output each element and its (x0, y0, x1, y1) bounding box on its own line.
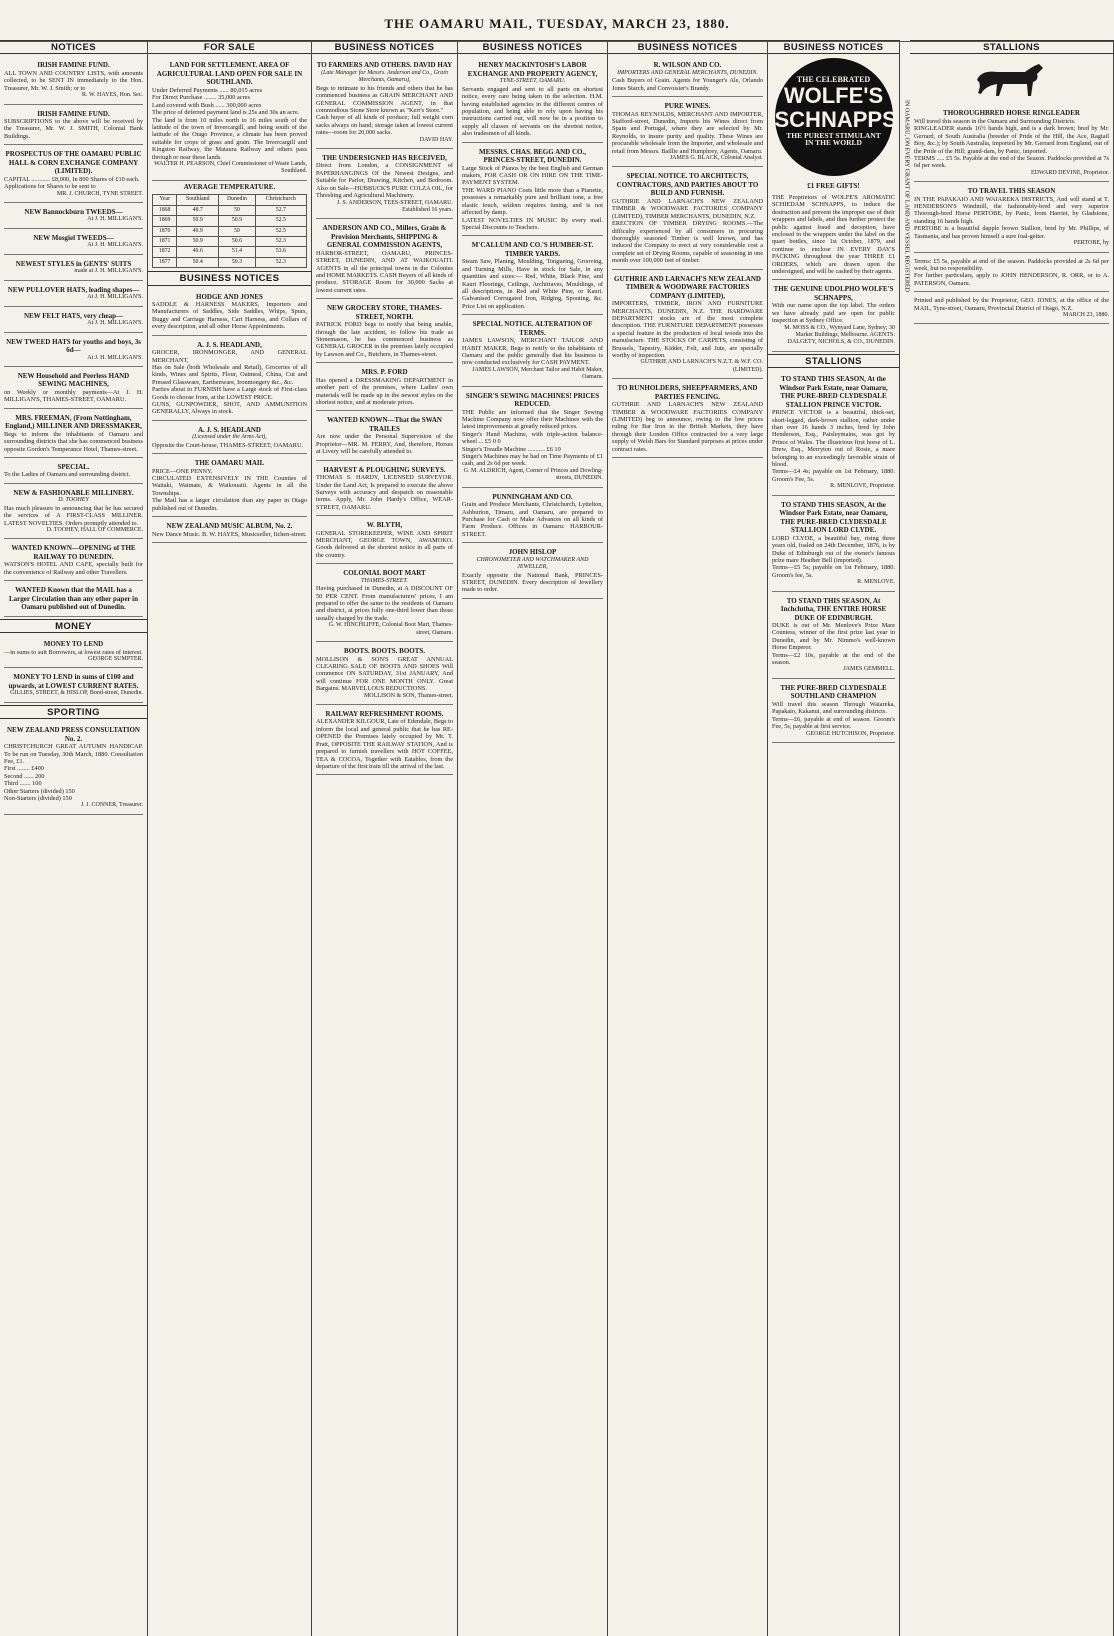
advertisement-subtitle: CHRONOMETER AND WATCHMAKER AND JEWELLER, (476, 556, 589, 571)
advertisement-signature: DAVID HAY. (419, 136, 453, 143)
table-cell: 51.4 (219, 247, 256, 257)
masthead-title: THE OAMARU MAIL, TUESDAY, MARCH 23, 1880. (384, 16, 730, 31)
table-cell: 1868 (153, 205, 177, 215)
advertisement (4, 486, 143, 540)
advertisement (462, 317, 603, 386)
advertisement-signature: WALTER H. PEARSON, Chief Commissioner of Waste Lands, Southland. (154, 160, 307, 175)
advertisement (316, 58, 453, 149)
wolfes-schnapps-advert (774, 58, 897, 176)
advertisement-title: SINGER'S SEWING MACHINES! PRICES REDUCED. (465, 391, 600, 409)
advertisement-title: A. J. S. HEADLAND (197, 425, 261, 434)
advertisement-title: HODGE AND JONES (196, 292, 263, 301)
advertisement (152, 423, 307, 454)
advertisement-title: NEW & FASHIONABLE MILLINERY. (13, 488, 134, 497)
advertisement-body: THE Proprietors of WOLFE'S AROMATIC SCHIEDAM SCHNAPPS, to induce the destruction and prevent the improper use of their wrappers and labels, and thus further protect the public against fraud and deception, have enclosed in the wrappers under the label on the quart bottles, since 1st October, 1879, and continue to enclose IN EVERY DAY'S PACKING throughout the year THREE £1 ORDERS, which are drawn upon the undersigned, and will be cashed by their agents. (772, 193, 895, 275)
advertisement (4, 309, 143, 333)
advertisement-title: IRISH FAMINE FUND. (37, 61, 110, 70)
advertisement-title: NEW GROCERY STORE, THAMES-STREET, NORTH. (326, 304, 443, 321)
advertisement-title: TO STAND THIS SEASON, At the Windsor Park Estate, near Oamaru, THE PURE-BRED CLYDESDALE STALLION LORD CLYDE. (779, 500, 888, 535)
advertisement-body: Begs to intimate to his friends and others that he has commenced business as GRAIN MERCHANT AND GENERAL COMMISSION AGENT, in that commodious Stone Store known as "Kerr's Store." Cash buyer of all kinds of produce; full weight corn sacks always on hand; storage taken at lowest current rates—room for 20,000 sacks. (316, 84, 453, 137)
advertisement-title: NEWEST STYLES in GENTS' SUITS (15, 259, 132, 268)
advertisement (462, 58, 603, 142)
advertisement-body: LORD CLYDE, a beautiful bay, rising three years old, foaled on 24th December, 1876, is by Duke of Edinburgh out of the owner's famous prize mare Heather Bell (imported). Terms—£5 5s; payable on 1st February, 1880. Groom's fee, 5s. (772, 534, 895, 579)
advertisement (152, 290, 307, 336)
advertisement-title: GUTHRIE AND LARNACH'S NEW ZEALAND TIMBER & WOODWARE FACTORIES COMPANY (LIMITED), (614, 274, 761, 300)
advertisement-signature: G. W. HINCHLIFFE, Colonial Boot Mart, Thames-street, Oamaru. (328, 622, 453, 636)
advertisement-signature: At J. H. MILLIGAN'S. (87, 354, 143, 361)
table-cell: 52.3 (255, 257, 306, 267)
advertisement (772, 594, 895, 679)
advertisement-title: TO FARMERS AND OTHERS. DAVID HAY (316, 61, 453, 70)
advertisement (4, 231, 143, 255)
advertisement-title: HARVEST & PLOUGHING SURVEYS. (323, 465, 446, 474)
section-header-business-notices: BUSINESS NOTICES (768, 40, 899, 54)
table-cell: 52.7 (255, 205, 306, 215)
advertisement (462, 238, 603, 315)
advertisement (772, 498, 895, 592)
advertisement (4, 257, 143, 281)
advertisement-body: GUTHRIE AND LARNACH'S NEW ZEALAND TIMBER & WOODWARE FACTORIES COMPANY (LIMITED), TIMBER MERCHANTS, DUNEDIN, N.Z. ERECTION OF TIMBER DRYING ROOMS.—The difficulty experienced by all consumers in procuring thoroughly seasoned Timber is well known, and has induced the Company to erect at very considerable cost a complete set of Drying Rooms, capable of seasoning in one month over 100,000 feet of timber. (612, 197, 763, 265)
advertisement (4, 283, 143, 307)
table-row (153, 205, 307, 215)
table-cell: 50.6 (219, 236, 256, 246)
table-row (153, 216, 307, 226)
advertisement-title: THE OAMARU MAIL (194, 459, 265, 468)
advertisement (4, 460, 143, 484)
advertisement-title: NEW Household and Peerless HAND SEWING MACHINES, (17, 371, 130, 389)
advertisement (4, 583, 143, 617)
section-header-stallions: STALLIONS (910, 40, 1113, 54)
table-cell: 50.3 (219, 257, 256, 267)
advertisement (612, 381, 763, 458)
table-cell: 53.6 (255, 247, 306, 257)
advertisement-signature: R. W. HAYES, Hon. Sec. (82, 92, 143, 99)
advertisement-signature: At J. H. MILLIGAN'S. (87, 216, 143, 223)
advertisement-subtitle: (Licensed under the Arms Act), (192, 434, 267, 441)
table-cell: 1870 (153, 226, 177, 236)
advertisement-subtitle: IMPORTERS AND GENERAL MERCHANTS, DUNEDIN. (617, 69, 758, 76)
advertisement-body: Has opened a DRESSMAKING DEPARTMENT in another part of the premises, where Ladies' own materials will be made up in the newest styles on the shortest notice, and at moderate prices. (316, 376, 453, 406)
table-cell: 50.4 (177, 257, 219, 267)
advertisement (612, 58, 763, 97)
advertisement-signature: JAMES LAWSON, Merchant Tailor and Habit Maker, Oamaru. (472, 366, 603, 381)
advertisement (152, 456, 307, 517)
advertisement-body: THOMAS S. HARDY, LICENSED SURVEYOR. Under the Land Act, Is prepared to execute the above Surveys with accuracy and despatch on reasonable terms. Apply, Mr. John Hardy's Office, WEAR-STREET, OAMARU. (316, 474, 453, 511)
advertisement-signature: At J. H. MILLIGAN'S. (87, 294, 143, 301)
advertisement-signature: PERTOBE, by (1073, 240, 1109, 247)
section-header-for-sale: FOR SALE (148, 40, 311, 54)
advertisement-body: Will travel this season Through Waiareka, Papakaio, Kakanui, and surrounding districts. Terms—£6, payable at end of season. Groom's Fee, 5s, payable at first service. (772, 700, 895, 731)
advertisement-title: RAILWAY REFRESHMENT ROOMS. (325, 709, 444, 718)
advertisement-body: ALL TOWN AND COUNTRY LISTS, with amounts collected, to be SENT IN immediately to the Hon. Treasurer, Mr. W. J. Smith; or to (4, 69, 143, 92)
advertisement-title: NEW Bannockburn TWEEDS— (24, 207, 123, 216)
advertisement-signature: made at J. H. MILLIGAN'S. (74, 268, 143, 275)
advertisement-title: PROSPECTUS OF THE OAMARU PUBLIC HALL & CORN EXCHANGE COMPANY (LIMITED). (5, 150, 142, 176)
advertisement-body: Will travel this season in the Oamaru and Surrounding Districts. RINGLEADER stands 16½ hands high, and is a dark brown; bred by Mr. Gerrard, of South Australia (breeder of Pride of the Hill, the Ace, Ragtail Boy, &c.); by South Australia, imported by Mr. Gerrard from England, out of the Pride of the Hill; grand-dam, by Panic, imported. TERMS ..... £5 5s. Payable at the end of the Season. Paddocks provided at 7s 6d per week. (914, 117, 1109, 170)
advertisement-title: A. J. S. HEADLAND, (197, 340, 262, 349)
advertisement-body: HARBOR-STREET, OAMARU, PRINCES-STREET, DUNEDIN, AND AT WAIKOUAITI. AGENTS in all the principal towns in the Colonies and HOME MARKETS. CASH Buyers of all kinds of produce. STORAGE Room for 30,000 Sacks at lowest current rates. (316, 249, 453, 294)
advertisement-body: Has much pleasure in announcing that he has secured the services of A FIRST-CLASS MILLINER. LATEST NOVELTIES. Orders promptly attended to. (4, 504, 143, 527)
advertisement-body: GUTHRIE AND LARNACH'S NEW ZEALAND TIMBER & WOODWARE FACTORIES COMPANY (LIMITED) beg to announce, owing to the low prices ruling for Bar Iron in the British Markets, they have through their London Office contracted for a very large supply of Welsh Bars for Standard purposes at prices under contract rates. (612, 401, 763, 453)
advertisement-body: SADDLE & HARNESS MAKERS, Importers and Manufacturers of Saddles, Side Saddles, Whips, Spurs, Buggy and Carriage Harness, Cart Harness, and Collars of every description, and all other Horse Appointments. (152, 301, 307, 331)
advertisement-signature: MOLLISON & SON, Thames-street. (363, 692, 453, 699)
advertisement (316, 151, 453, 219)
advertisement-signature: D. TOOHEY, HALL OF COMMERCE. (46, 526, 143, 533)
advertisement-body: THOMAS REYNOLDS, MERCHANT AND IMPORTER, Stafford-street, Dunedin, Imports his Wines direct from Spain and Portugal, where they are selected by Mr. Reynolds, to insure purity and quality. These Wines are procurable wholesale from the Importer, and wholesale and retail from Messrs. Baillie and Humphrey, Agents, Oamaru. (612, 110, 763, 155)
advertisement-body: IMPORTERS, TIMBER, IRON AND FURNITURE MERCHANTS, DUNEDIN, N.Z. THE HARDWARE DEPARTMENT stocks are of the most complete description. THE FURNITURE DEPARTMENT possesses a special feature in the production of local woods into the manufacture. THE STOCKS OF CARPETS, consisting of Brussels, Tapestry, Kidder, Felt, and Jute, are specially worthy of inspection. (612, 300, 763, 359)
advertisement-title: R. WILSON AND CO. (653, 61, 722, 70)
advertisement-signature: EDWARD DEVINE, Proprietor. (1031, 169, 1109, 176)
advertisement (772, 282, 895, 351)
section-header-business-notices: BUSINESS NOTICES (458, 40, 607, 54)
advertisement-signature: R. MENLOVE, Proprietor. (830, 483, 895, 490)
advertisement-title: THE PURE-BRED CLYDESDALE SOUTHLAND CHAMPION (780, 683, 887, 701)
advertisement-body: IN THE PAPAKAIO AND WAIAREKA DISTRICTS, And will stand at T. HENDERSON'S Windmill, the fashionably-bred and very superior Thorough-bred Horse PERTOBE, by Panic, from Harriet, by Gladstone, standing 16 hands high. PERTOBE is a beautiful dapple brown Stallion, bred by Mr. Phillips, of Tasmania, and has proven himself a sure foal-getter. (914, 195, 1109, 240)
column-business-notices-2 (458, 40, 608, 1636)
column-business-notices-1 (312, 40, 458, 1636)
advertisement-title: COLONIAL BOOT MART (343, 569, 426, 578)
advertisement (152, 519, 307, 543)
advertisement-body: DUKE is out of Mr. Menlove's Prize Mare Countess, winner of the first prize last year in Dunedin, and by Mr. Nimmo's well-known Horse Emperor. Terms—£2 10s, payable at the end of the season. (772, 622, 895, 667)
wolfe-line-5: IN THE WORLD (805, 138, 862, 148)
advertisement-body: ALEXANDER KILGOUR, Late of Edendale, Begs to inform the local and general public that he has RE-OPENED the Premises lately occupied by Mr. T. Pratt, OPPOSITE THE RAILWAY STATION, And is prepared to furnish travellers with HOT COFFEE, TEA & COCOA, Together with Eatables, from the departure of the first train till the arrival of the last. (316, 718, 453, 770)
table-cell: 52.5 (255, 226, 306, 236)
advertisement-title: SPECIAL NOTICE. ALTERATION OF TERMS. (472, 320, 593, 337)
advertisement-title: WANTED Known that the MAIL has a Larger Circulation than any other paper in Oamaru published out of Dunedin. (9, 586, 138, 612)
advertisement-body: PATRICK FORD begs to notify that being unable, through the late accident, to follow his trade as Stonemason, he has commenced business as GENERAL GROCER in the premises lately occupied by Lawson and Co., Butchers, in Thames-street. (316, 321, 453, 358)
column-notices (0, 40, 148, 1636)
free-gifts-heading: £1 FREE GIFTS! (807, 182, 860, 191)
advertisement-signature: GEORGE HUTCHISON, Proprietor. (806, 730, 895, 737)
advertisement-body: GENERAL STOREKEEPER, WINE AND SPIRIT MERCHANT, GEORGE TOWN, AWAMOKO. Goods delivered at the shortest notice in all parts of the country. (316, 529, 453, 559)
column-for-sale (148, 40, 312, 1636)
advertisement-title: NEW PULLOVER HATS, leading shapes— (7, 285, 140, 294)
advertisement-title: HENRY MACKINTOSH'S LABOR EXCHANGE AND PROPERTY AGENCY, (467, 61, 598, 78)
advertisement (316, 365, 453, 411)
table-cell: 50 (219, 226, 256, 236)
advertisement-body: CHRISTCHURCH GREAT AUTUMN HANDICAP. To be run on Tuesday, 30th March, 1880. Consultation Fee, £1. First ........ £400 Second ...... 200 Third ....... 100 Other Starters (divided) 150 Non-Starters (divided) 150 (4, 743, 143, 803)
table-cell: 50 (219, 205, 256, 215)
advertisement-signature: At J. H. MILLIGAN'S. (87, 242, 143, 249)
advertisement-signature: GEORGE SUMPTER. (87, 656, 143, 662)
advertisement (914, 106, 1109, 182)
section-header-business-notices: BUSINESS NOTICES (608, 40, 767, 54)
advertisement (772, 681, 895, 743)
table-row (153, 195, 307, 205)
advertisement-signature: J. J. CONNER, Treasurer. (80, 802, 143, 809)
advertisement (4, 147, 143, 203)
advertisement-subtitle: D. TOOHEY (58, 497, 89, 504)
advertisement-title: NEW ZEALAND MUSIC ALBUM, No. 2. (166, 522, 293, 531)
advertisement-body: To the Ladies of Oamaru and surrounding district. (4, 471, 131, 479)
wolfe-line-1: THE CELEBRATED (796, 75, 871, 85)
advertisement-title: MRS. P. FORD (361, 368, 408, 377)
table-cell: 49.9 (177, 226, 219, 236)
advertisement-title: TO TRAVEL THIS SEASON (967, 187, 1056, 196)
table-cell: 48.7 (177, 205, 219, 215)
advertisement (914, 255, 1109, 293)
table-cell: Southland (177, 195, 219, 205)
advertisement-title: SPECIAL NOTICE. TO ARCHITECTS, CONTRACTORS, AND PARTIES ABOUT TO BUILD AND FURNISH. (616, 172, 759, 198)
advertisement-title: MESSRS. CHAS. BEGG AND CO., PRINCES-STREET, DUNEDIN. (479, 147, 586, 165)
advertisement (4, 58, 143, 104)
advertisement-body: on Weekly or monthly payments—At J. H. MILLIGAN'S, THAMES-STREET, OAMARU. (4, 388, 143, 404)
advertisement-title: M'CALLUM AND CO.'S HUMBER-ST. TIMBER YARDS. (471, 241, 594, 258)
advertisement-subtitle: TYNE-STREET, OAMARU. (499, 78, 566, 85)
advertisement-title: NEW ZEALAND PRESS CONSULTATION No. 2. (7, 726, 140, 743)
advertisement-title: THOROUGHBRED HORSE RINGLEADER (943, 109, 1080, 118)
advertisement (462, 145, 603, 237)
table-row (153, 247, 307, 257)
advertisement-title: WANTED KNOWN—OPENING of THE RAILWAY TO DUNEDIN. (11, 544, 136, 561)
advertisement-body: New Dance Music. B. W. HAYES, Musicseller, Itchen-street. (152, 530, 307, 538)
advertisement-body: SUBSCRIPTIONS to the above will be received by the Treasurer, Mr. W. J. SMITH, Colonial Bank Buildings. (4, 118, 143, 140)
table-row (153, 257, 307, 267)
advertisement (316, 518, 453, 564)
table-cell: 50.9 (177, 236, 219, 246)
advertisement (462, 389, 603, 488)
advertisement-body: WATSON'S HOTEL AND CAFE, specially built for the convenience of Railway and other Travellers. (4, 561, 143, 576)
advertisement (4, 723, 143, 815)
advertisement-body: Begs to inform the inhabitants of Oamaru and surrounding districts that she has commenced business opposite Gordon's Temperance Hotel, Thames-street. (4, 430, 143, 453)
section-header-stallions: STALLIONS (768, 354, 899, 368)
table-cell: 50.9 (219, 216, 256, 226)
advertisement-body: Cash Buyers of Grain. Agents for Younger's Ale, Orlando Jones Starch, and Convoisier's Brandy. (612, 77, 763, 92)
horse-illustration-icon (967, 60, 1057, 100)
advertisement-title: IRISH FAMINE FUND. (37, 109, 110, 118)
advertisement (462, 545, 603, 599)
advertisement-body: Direct from London, a CONSIGNMENT of PAPERHANGINGS Of the Newest Designs, and Suitable for Parlor, Drawing, Kitchen, and Bedroom. Also on Sale—HUBBUCK'S PURE COLZA OIL, for Threshing and Agricultural Machinery. (316, 162, 453, 200)
table-cell: Year (153, 195, 177, 205)
column-stallions (900, 40, 1114, 1636)
advertisement-title: BOOTS. BOOTS. BOOTS. (343, 647, 426, 656)
advertisement-body: Under Deferred Payments ...... 80,015 acres For Direct Purchase ........ 35,000 acres Land covered with Bush ...... 300,000 acres The price of deferred payment land is 25s and 30s an acre. The land is from 10 miles north to 16 miles south of the latitude of the town of Invercargill, and being south of the latitude of the Otago Province, a climate has been proved suitable for crops of grass and grain. The Invercargill and Kingston Railway, the Mataura Railway and others pass through or near these lands. (152, 86, 307, 161)
section-header-notices: NOTICES (0, 40, 147, 54)
advertisement-title: W. BLYTH, (366, 521, 403, 530)
table-cell: 1872 (153, 247, 177, 257)
wolfe-line-2: WOLFE'S (783, 82, 884, 108)
section-header-business-notices: BUSINESS NOTICES (312, 40, 457, 54)
advertisement (612, 99, 763, 167)
advertisement (152, 58, 307, 180)
advertisement-title: MONEY TO LEND in sums of £100 and upwards, at LOWEST CURRENT RATES. (8, 673, 139, 690)
advertisement-title: JOHN HISLOP (508, 548, 557, 557)
temperature-table-label: AVERAGE TEMPERATURE. (183, 182, 276, 191)
advertisement (4, 637, 143, 668)
section-header-business-notices: BUSINESS NOTICES (148, 271, 311, 285)
advertisement-title: PUNNINGHAM AND CO. (492, 492, 573, 501)
advertisement (4, 411, 143, 458)
advertisement (152, 338, 307, 421)
advertisement-body: Opposite the Court-house, THAMES-STREET, OAMARU. (152, 441, 304, 449)
table-cell: 52.5 (255, 216, 306, 226)
table-cell: 1871 (153, 236, 177, 246)
section-header-money: MONEY (0, 619, 147, 633)
advertisement (316, 413, 453, 460)
advertisement-body: Printed and published by the Proprietor, GEO. JONES, at the office of the MAIL, Tyne-street, Oamaru, Provincial District of Otago, N.Z. (914, 297, 1109, 312)
advertisement-body: GROCER, IRONMONGER, AND GENERAL MERCHANT, Has on Sale (both Wholesale and Retail), Groceries of all kinds, Wines and Spirits, Flour, Oatmeal, China, Cut and Pressed Glassware, Earthenware, Ironmongery &c., &c. Parties about to FURNISH have a Large stock of First-class Goods to choose from, at the LOWEST PRICE. GUNS, GUNPOWDER, SHOT, AND AMMUNITION GENERALLY, Always in stock. (152, 349, 307, 416)
masthead (0, 0, 1114, 42)
advertisement-subtitle: (Late Manager for Messrs. Anderson and Co., Grain Merchants, Oamaru), (321, 69, 448, 84)
wolfe-line-4: THE PUREST STIMULANT (786, 130, 881, 140)
advertisement-body: Grain and Produce Merchants, Christchurch, Lyttelton, Ashburton, Timaru, and Oamaru, are prepared to Purchase for Cash or Make Advances on all kinds of Farm Produce. Offices in Oamaru: HARBOUR-STREET. (462, 501, 603, 538)
advertisement (316, 707, 453, 775)
advertisement (4, 670, 143, 702)
advertisement-signature: GUTHRIE AND LARNACH'S N.Z.T. & W.F. CO. (LIMITED). (640, 359, 763, 373)
table-cell: Dunedin (219, 195, 256, 205)
advertisement (4, 541, 143, 581)
advertisement-title: MRS. FREEMAN, (From Nottingham, England,) MILLINER AND DRESSMAKER, (5, 413, 142, 431)
advertisement-subtitle: THAMES-STREET. (361, 577, 408, 584)
advertisement (4, 107, 143, 146)
advertisement-title: NEW Mosgiel TWEEDS— (33, 233, 114, 242)
advertisement-body: THE Public are informed that the Singer Sewing Machine Company now offer their Machines with the latest improvements at greatly reduced prices. Singer's Hand Machine, with triple-action balance-wheel ... £5 0 0 Singer's Treadle Machine ........... £6 10 Singer's Machines may be had on Time Payments of £1 cash, and 2s 6d per week. (462, 408, 603, 468)
advertisement (4, 335, 143, 367)
advertisement (772, 372, 895, 495)
advertisement-title: PURE WINES. (664, 102, 711, 111)
table-cell: Christchurch (255, 195, 306, 205)
advertisement (316, 221, 453, 299)
advertisement-signature: G. M. ALDRICH, Agent, Corner of Princes and Dowling-streets, DUNEDIN. (463, 467, 603, 482)
advertisement-title: NEW FELT HATS, very cheap— (23, 311, 124, 320)
column-business-notices-4 (768, 40, 900, 1636)
advertisement-title: WANTED KNOWN—That the SWAN TRAILES (327, 416, 442, 433)
advertisement (612, 272, 763, 380)
advertisement-body: PRINCE VICTOR is a beautiful, thick-set, short-legged, dark-brown stallion, rather under than over 16 hands 3 inches, bred by John Henderson, Esq., Paisleymains, was got by Prince of Wales. The illustrious first horse of L. Drew, Esq., Merryton out of Rosie, a mare belonging to an exceedingly favorable strain of blood. Terms—£4 4s; payable on 1st February, 1880. Groom's Fee, 5s. (772, 409, 895, 483)
advertisement-title: SPECIAL. (57, 462, 90, 471)
section-header-sporting: SPORTING (0, 705, 147, 719)
advertisement-signature: M. MOSS & CO., Wynyard Lane, Sydney; 30 Market Buildings, Melbourne. AGENTS: DALGETY, NICHOLS, & CO., DUNEDIN. (784, 324, 895, 346)
advertisement-body: Servants engaged and sent to all parts on shortest notice, every care being taken in the selection. H.M. having established agencies in the different centres of population, and being able to rely upon having his instructions carried out, will now be in a position to supply all classes of servants on the shortest notice, also tradesmen of all kinds. (462, 85, 603, 138)
advertisement (772, 191, 895, 280)
advertisement-body: —in sums to suit Borrowers, at lowest rates of interest. (4, 648, 143, 656)
advertisement-title: ANDERSON AND CO., Millers, Grain & Provision Merchants, SHIPPING & GENERAL COMMISSION AGENTS, (322, 224, 447, 250)
column-business-notices-3 (608, 40, 768, 1636)
advertisement (462, 490, 603, 544)
advertisement-body: CAPITAL ............ £8,000, In 800 Shares of £10 each. Applications for Shares to be sent to (4, 175, 140, 191)
temperature-table (152, 194, 307, 268)
table-cell: 49.6 (177, 247, 219, 257)
advertisement-signature: GILLIES, STREET, & HISLOP, Bond-street, Dunedin. (10, 690, 143, 697)
advertisement-body: PRICE—ONE PENNY. CIRCULATED EXTENSIVELY IN THE Counties of Waitaki, Waimate, & Waikouaiti. Agents in all the Townships. The Mail has a larger circulation than any paper in Otago published out of Dunedin. (152, 467, 307, 512)
advertisement-body: JAMES LAWSON, MERCHANT TAILOR AND HABIT MAKER, Begs to notify to the inhabitants of Oamaru and the public generally that his business is now conducted exclusively for CASH PAYMENT. (462, 337, 603, 367)
advertisement-body: Are now under the Personal Supervision of the Proprietor—MR. M. FERRY, And, therefore, Horses at Livery will be carefully attended to. (316, 433, 453, 456)
advertisement (316, 566, 453, 642)
advertisement-signature: At J. H. MILLIGAN'S. (87, 320, 143, 327)
advertisement-title: LAND FOR SETTLEMENT. AREA OF AGRICULTURAL LAND OPEN FOR SALE IN SOUTHLAND. (156, 61, 303, 87)
advertisement-signature: R. MENLOVE. (857, 579, 895, 586)
table-row (153, 226, 307, 236)
advertisement-body: With our name upon the top label. The orders we have already paid are open for public inspection at Sydney Office. (772, 302, 895, 325)
advertisement-body: MOLLISON & SON'S GREAT ANNUAL CLEARING SALE OF BOOTS AND SHOES Will commence ON SATURDAY, 31st JANUARY, And will continue FOR ONE MONTH ONLY. Great Bargains. MARVELLOUS REDUCTIONS. (316, 655, 453, 693)
advertisement-body: Exactly opposite the National Bank, PRINCES-STREET, DUNEDIN. Every description of Jewellery made to order. (462, 571, 603, 594)
table-cell: 1877 (153, 257, 177, 267)
advertisement (4, 369, 143, 409)
advertisement-title: NEW TWEED HATS for youths and boys, 3s 6d— (6, 337, 141, 354)
table-cell: 52.3 (255, 236, 306, 246)
advertisement-signature: J. S. ANDERSON, TEES-STREET, OAMARU. Established 16 years. (337, 199, 453, 213)
advertisement-signature: JAMES G. BLACK, Colonial Analyst. (669, 155, 763, 162)
advertisement-signature: MR. J. CHURCH, TYNE STREET. (56, 190, 143, 197)
advertisement-signature: JAMES GEMMELL. (843, 666, 895, 673)
advertisement-title: THE UNDERSIGNED HAS RECEIVED, (322, 153, 447, 162)
wolfe-line-3: SCHNAPPS (774, 106, 897, 132)
advertisement-body: Terms: £5 5s, payable at end of the season. Paddocks provided at 2s 6d per week, but no responsibility. For further particulars, apply to JOHN HENDERSON, R. ORR, or to A. PATERSON, Oamaru. (914, 257, 1109, 287)
advertisement-signature: MARCH 23, 1880. (1062, 311, 1109, 318)
advertisement-title: MONEY TO LEND (43, 640, 104, 649)
advertisement-body: Large Stock of Pianos by the best English and German makers, FOR CASH OR ON HIRE ON THE TIME-PAYMENT SYSTEM. THE WARD PIANO Costs little more than a Pianette, possesses a remarkably pure and brilliant tone, a free elastic touch, seldom requires tuning, and is not affected by damp. LATEST NOVELTIES IN MUSIC By every mail. Special Discounts to Teachers. (462, 164, 603, 231)
advertisement-title: TO RUNHOLDERS, SHEEPFARMERS, AND PARTIES FENCING. (617, 384, 758, 401)
vertical-side-text: IN OAMARU, ON EVERY GRANT OF LAND AND VESSEL REGISTERED (903, 100, 910, 293)
advertisement-body: Having purchased in Dunedin, at A DISCOUNT OF 50 PER CENT. From manufacturers' prices, I am prepared to offer the same to the residents of Oamaru and district, at prices fully one-third lower than those usually charged by the trade. (316, 585, 453, 622)
table-row (153, 236, 307, 246)
table-cell: 1869 (153, 216, 177, 226)
advertisement-title: TO STAND THIS SEASON, At the Windsor Park Estate, near Oamaru, THE PURE-BRED CLYDESDALE STALLION PRINCE VICTOR. (779, 375, 888, 409)
advertisement-title: TO STAND THIS SEASON, At Inchclutha, THE ENTIRE HORSE DUKE OF EDINBURGH. (780, 596, 887, 622)
advertisement (612, 169, 763, 269)
advertisement (914, 294, 1109, 324)
advertisement (316, 644, 453, 705)
table-cell: 50.9 (177, 216, 219, 226)
advertisement (4, 205, 143, 229)
advertisement (316, 301, 453, 363)
advertisement-body: Steam Saw, Planing, Moulding, Tongueing, Grooving, and Turning Mills, Have in stock for Sale, in any quantities and sizes:— Red, White, Black Pine, and Kauri Floorings, Ceilings, Architraves, Mouldings, of all descriptions, in Red and White Pine, or Kauri. Galvanised Corrugated Iron, Ridging, Spouting, &c. Price List on application. (462, 258, 603, 310)
advertisement (914, 184, 1109, 252)
advertisement (316, 463, 453, 517)
advertisement-title: THE GENUINE UDOLPHO WOLFE'S SCHNAPPS, (773, 285, 894, 302)
